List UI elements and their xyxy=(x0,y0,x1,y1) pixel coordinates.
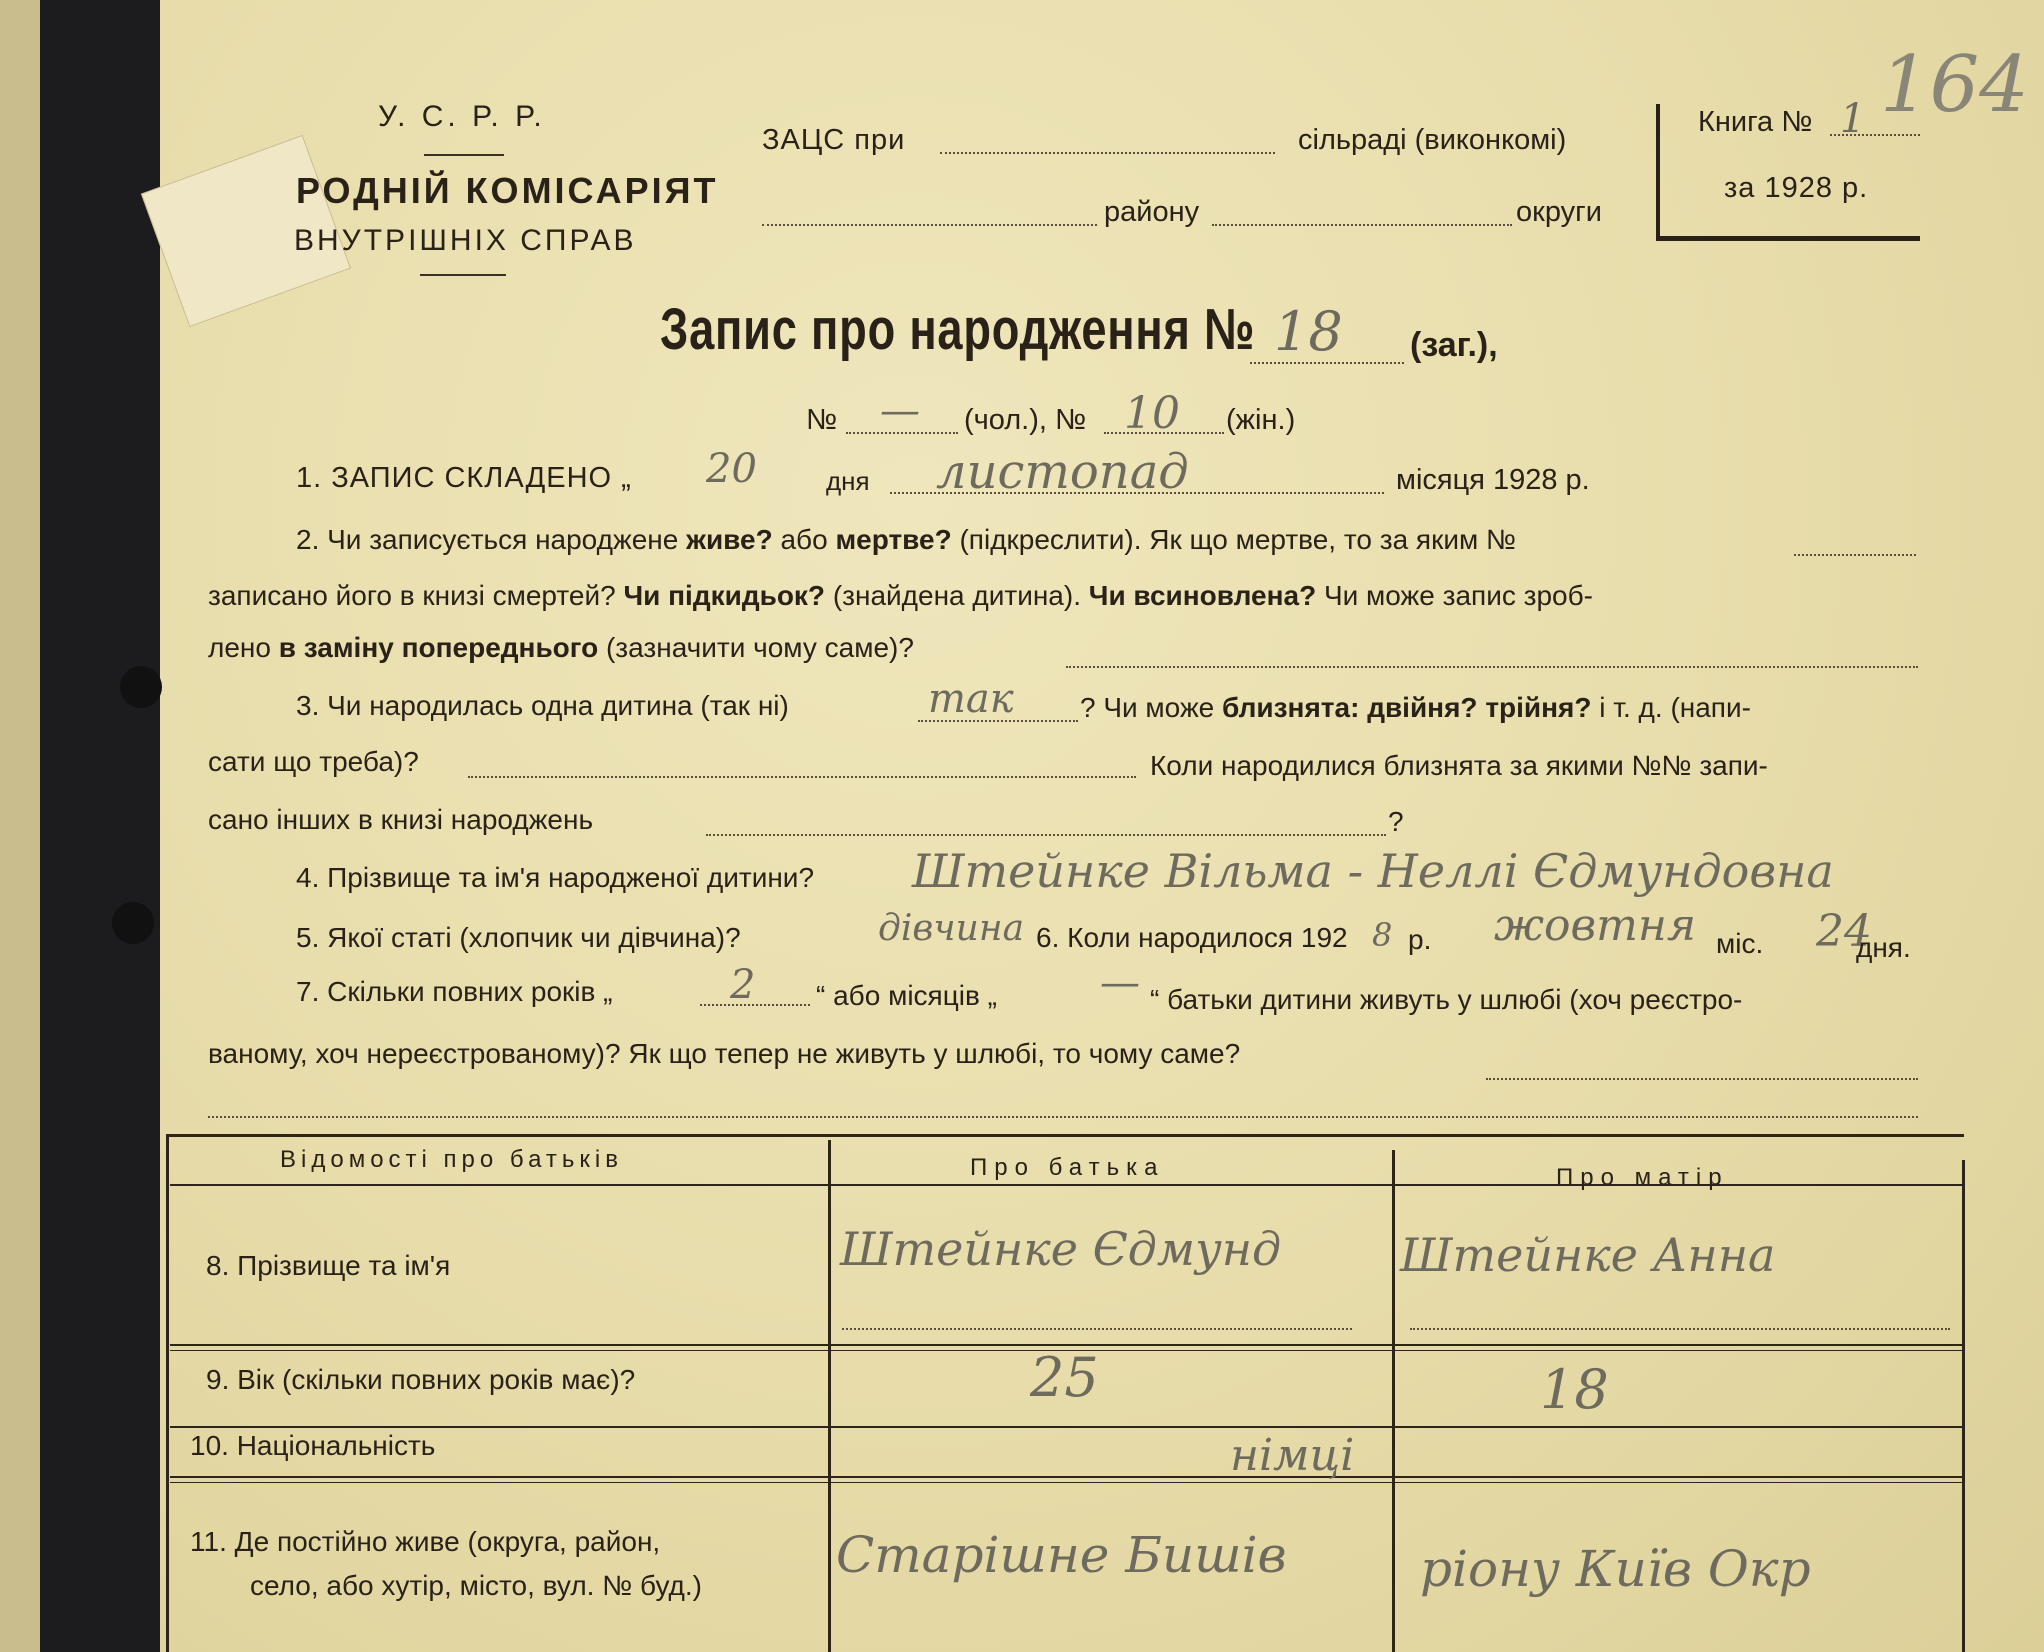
q1-label: 1. ЗАПИС СКЛАДЕНО „ xyxy=(296,462,632,494)
book-box-left-border xyxy=(1656,104,1660,236)
q7-months-handwritten: — xyxy=(1100,960,1140,1006)
q2-line2b: (знайдена дитина). xyxy=(832,580,1081,611)
q2-line2a: записано його в книзі смертей? xyxy=(208,580,616,611)
table-left-border xyxy=(166,1134,169,1652)
male-number-dotted-field xyxy=(846,430,958,434)
table-right-border xyxy=(1962,1160,1965,1652)
father-name-dotted-field xyxy=(842,1326,1352,1330)
q2-replace: в заміну попереднього xyxy=(278,632,599,663)
row11-label-line2: село, або хутір, місто, вул. № буд.) xyxy=(250,1570,702,1601)
q3-line2b: Коли народилися близнята за якими №№ запи- xyxy=(1150,750,1768,781)
table-col-divider xyxy=(828,1140,831,1652)
father-residence-handwritten: Старішне Бишів xyxy=(836,1526,1287,1584)
q4-child-name-handwritten: Штейнке Вільма - Неллі Єдмундовна xyxy=(912,844,1834,898)
q7-extra-dotted-field xyxy=(208,1114,1918,1118)
book-number-dotted-field xyxy=(1830,132,1920,136)
q2-line2c: Чи може запис зроб- xyxy=(1323,580,1593,611)
mother-age-handwritten: 18 xyxy=(1540,1358,1609,1421)
q2-reason-dotted-field xyxy=(1066,664,1918,668)
q2-or: або xyxy=(780,524,828,555)
father-name-handwritten: Штейнке Єдмунд xyxy=(840,1222,1282,1276)
q3-line3-end: ? xyxy=(1388,806,1404,837)
q2-line1-text: 2. Чи записується народжене xyxy=(296,524,679,555)
q2-adopted: Чи всиновлена? xyxy=(1088,580,1317,611)
q1-day-label: дня xyxy=(826,466,870,496)
divider xyxy=(420,274,506,276)
corner-archive-number: 164 xyxy=(1880,40,2029,130)
q3-line1a: 3. Чи народилась одна дитина (так ні) xyxy=(296,690,789,721)
q2-line3 xyxy=(208,632,914,664)
record-number-handwritten: 18 xyxy=(1274,300,1343,363)
q3-double: двійня? xyxy=(1367,692,1478,723)
q3-twins-dotted-field xyxy=(468,774,1136,778)
mother-residence-handwritten: ріону Київ Окр xyxy=(1420,1540,1811,1598)
table-row-divider xyxy=(170,1426,1962,1428)
document-title: Запис про народження № xyxy=(660,297,1256,362)
divider xyxy=(424,154,504,156)
q6-day-label: дня. xyxy=(1856,932,1911,963)
punch-hole xyxy=(112,902,154,944)
q6-year-digit-handwritten: 8 xyxy=(1372,916,1393,954)
q7-years-handwritten: 2 xyxy=(730,962,756,1008)
village-council-label: сільраді (виконкомі) xyxy=(1298,124,1567,156)
zags-dotted-field xyxy=(940,150,1275,154)
q1-month-dotted-field xyxy=(890,490,1384,494)
q3-line1-rest xyxy=(1080,692,1751,724)
okrug-label: округи xyxy=(1516,196,1602,228)
q3-line1c: і т. д. (напи- xyxy=(1599,692,1751,723)
q6-year-suffix: р. xyxy=(1408,924,1432,955)
q5-label: 5. Якої статі (хлопчик чи дівчина)? xyxy=(296,922,741,953)
q2-line2 xyxy=(208,580,1593,612)
q7-line1a: 7. Скільки повних років „ xyxy=(296,976,613,1007)
mother-name-handwritten: Штейнке Анна xyxy=(1400,1228,1776,1282)
q5-sex-handwritten: дівчина xyxy=(878,908,1025,949)
q3-answer-dotted-field xyxy=(918,718,1078,722)
row11-label-line1: 11. Де постійно живе (округа, район, xyxy=(190,1526,661,1557)
q4-label: 4. Прізвище та ім'я народженої дитини? xyxy=(296,862,815,893)
father-age-handwritten: 25 xyxy=(1030,1346,1099,1409)
male-label: (чол.), № xyxy=(964,404,1087,436)
q6-day-handwritten: 24 xyxy=(1816,906,1872,957)
q3-line1b: ? Чи може xyxy=(1080,692,1215,723)
q2-line1 xyxy=(296,524,1516,556)
q2-foundling: Чи підкидьок? xyxy=(623,580,826,611)
table-col-divider xyxy=(1392,1150,1395,1652)
female-label: (жін.) xyxy=(1226,404,1296,436)
q1-day-handwritten: 20 xyxy=(706,446,757,492)
header-commissariat: РОДНІЙ КОМІСАРІЯТ xyxy=(296,170,719,211)
q7-line1b: “ або місяців „ xyxy=(816,980,997,1011)
q3-triple: трійня? xyxy=(1485,692,1592,723)
book-number-handwritten: 1 xyxy=(1840,96,1866,142)
q6-label: 6. Коли народилося 192 xyxy=(1036,922,1348,953)
q7-line2: ваному, хоч нереєстрованому)? Як що тепер не живуть у шлюбі, то чому саме? xyxy=(208,1038,1241,1069)
q2-line1-rest: (підкреслити). Як що мертве, то за яким № xyxy=(959,524,1517,555)
q2-line3a: лено xyxy=(208,632,271,663)
table-row-divider xyxy=(170,1476,1962,1478)
q7-years-dotted-field xyxy=(700,1002,810,1006)
row10-label: 10. Національність xyxy=(190,1430,436,1461)
table-col2-header: Про батька xyxy=(970,1154,1165,1181)
q3-answer-handwritten: так xyxy=(928,676,1014,722)
nationality-handwritten: німці xyxy=(1230,1430,1355,1481)
row8-label: 8. Прізвище та ім'я xyxy=(206,1250,451,1281)
punch-hole xyxy=(120,666,162,708)
q7-reason-dotted-field xyxy=(1486,1076,1918,1080)
q6-month-handwritten: жовтня xyxy=(1494,900,1696,951)
q2-line3b: (зазначити чому саме)? xyxy=(605,632,914,663)
table-row-divider xyxy=(170,1482,1962,1483)
q2-alive: живе? xyxy=(686,524,773,555)
q6-month-label: міс. xyxy=(1716,928,1764,959)
row9-label: 9. Вік (скільки повних років має)? xyxy=(206,1364,636,1395)
left-binding-strip xyxy=(0,0,40,1652)
district-dotted-field xyxy=(762,222,1097,226)
no-label: № xyxy=(806,404,838,436)
okrug-dotted-field xyxy=(1212,222,1512,226)
female-number-dotted-field xyxy=(1104,430,1224,434)
mother-name-dotted-field xyxy=(1410,1326,1950,1330)
q2-death-number-dotted-field xyxy=(1794,552,1916,556)
title-suffix: (заг.), xyxy=(1410,326,1498,364)
q3-line3: сано інших в книзі народжень xyxy=(208,804,594,835)
table-col3-header: Про матір xyxy=(1556,1164,1729,1191)
header-usrr: У. С. Р. Р. xyxy=(378,100,546,133)
female-number-handwritten: 10 xyxy=(1124,388,1180,439)
q1-month-label: місяця 1928 р. xyxy=(1396,464,1590,496)
record-number-dotted-field xyxy=(1250,360,1404,364)
book-label: Книга № xyxy=(1698,106,1813,138)
q3-other-numbers-dotted-field xyxy=(706,832,1386,836)
q3-line2a: сати що треба)? xyxy=(208,746,419,777)
table-top-border xyxy=(166,1134,1964,1137)
book-box-bottom-border xyxy=(1656,236,1920,241)
q2-dead: мертве? xyxy=(835,524,952,555)
table-col1-header: Відомості про батьків xyxy=(280,1146,623,1173)
q7-line1c: “ батьки дитини живуть у шлюбі (хоч реєстро- xyxy=(1150,984,1743,1015)
male-number-handwritten: — xyxy=(880,388,920,434)
q3-twins: близнята: xyxy=(1222,692,1360,723)
year-label: за 1928 р. xyxy=(1724,172,1869,204)
zags-label: ЗАЦС при xyxy=(762,124,906,156)
q1-month-handwritten: листопад xyxy=(936,444,1189,500)
district-label: району xyxy=(1104,196,1200,228)
header-internal-affairs: ВНУТРІШНІХ СПРАВ xyxy=(294,224,637,257)
